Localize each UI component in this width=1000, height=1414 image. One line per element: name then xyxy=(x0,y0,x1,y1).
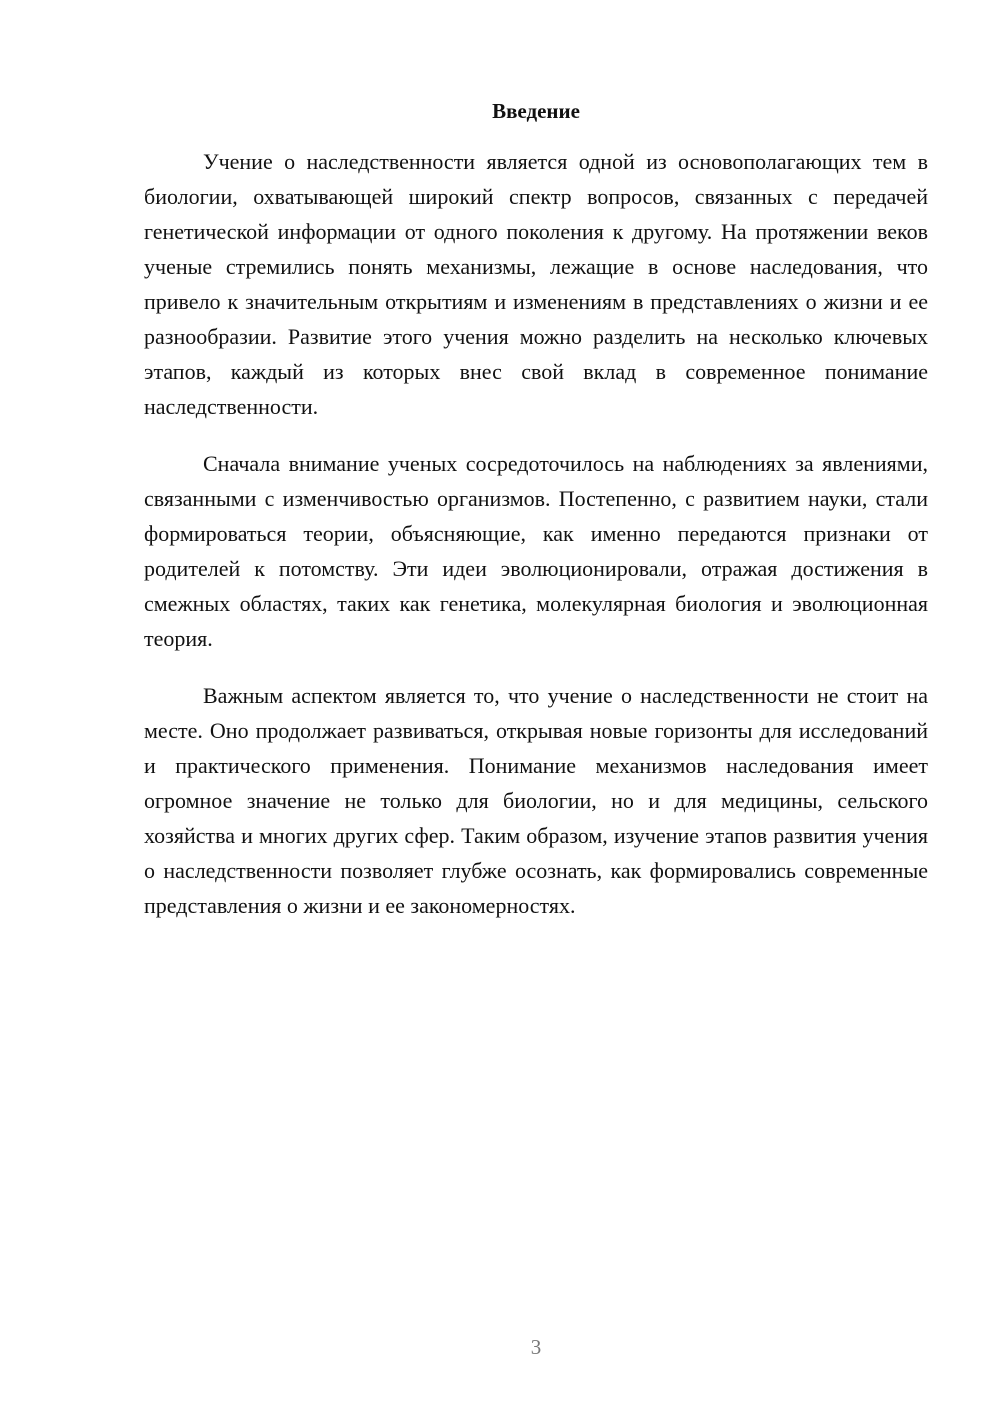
page-number: 3 xyxy=(530,1335,542,1359)
paragraph-2: Сначала внимание ученых сосредоточилось на наблюдениях за явлениями, связанными с изменчивостью организмов. Постепенно, с развитием науки, стали формироваться теории, объясняющие, как именно передаются признаки от родителей к потомству. Эти идеи эволюционировали, отражая достижения в смежных областях, таких как генетика, молекулярная биология и эволюционная теория. xyxy=(144,451,928,651)
section-heading: Введение xyxy=(492,99,580,123)
body-text xyxy=(144,144,928,945)
paragraph-1: Учение о наследственности является одной из основополагающих тем в биологии, охватывающей широкий спектр вопросов, связанных с передачей генетической информации от одного поколения к другому. На протяжении веков ученые стремились понять механизмы, лежащие в основе наследования, что привело к значительным открытиям и изменениям в представлениях о жизни и ее разнообразии. Развитие этого учения можно разделить на несколько ключевых этапов, каждый из которых внес свой вклад в современное понимание наследственности. xyxy=(144,149,928,419)
paragraph-3: Важным аспектом является то, что учение о наследственности не стоит на месте. Оно продолжает развиваться, открывая новые горизонты для исследований и практического применения. Понимание механизмов наследования имеет огромное значение не только для биологии, но и для медицины, сельского хозяйства и многих других сфер. Таким образом, изучение этапов развития учения о наследственности позволяет глубже осознать, как формировались современные представления о жизни и ее закономерностях. xyxy=(144,683,928,918)
